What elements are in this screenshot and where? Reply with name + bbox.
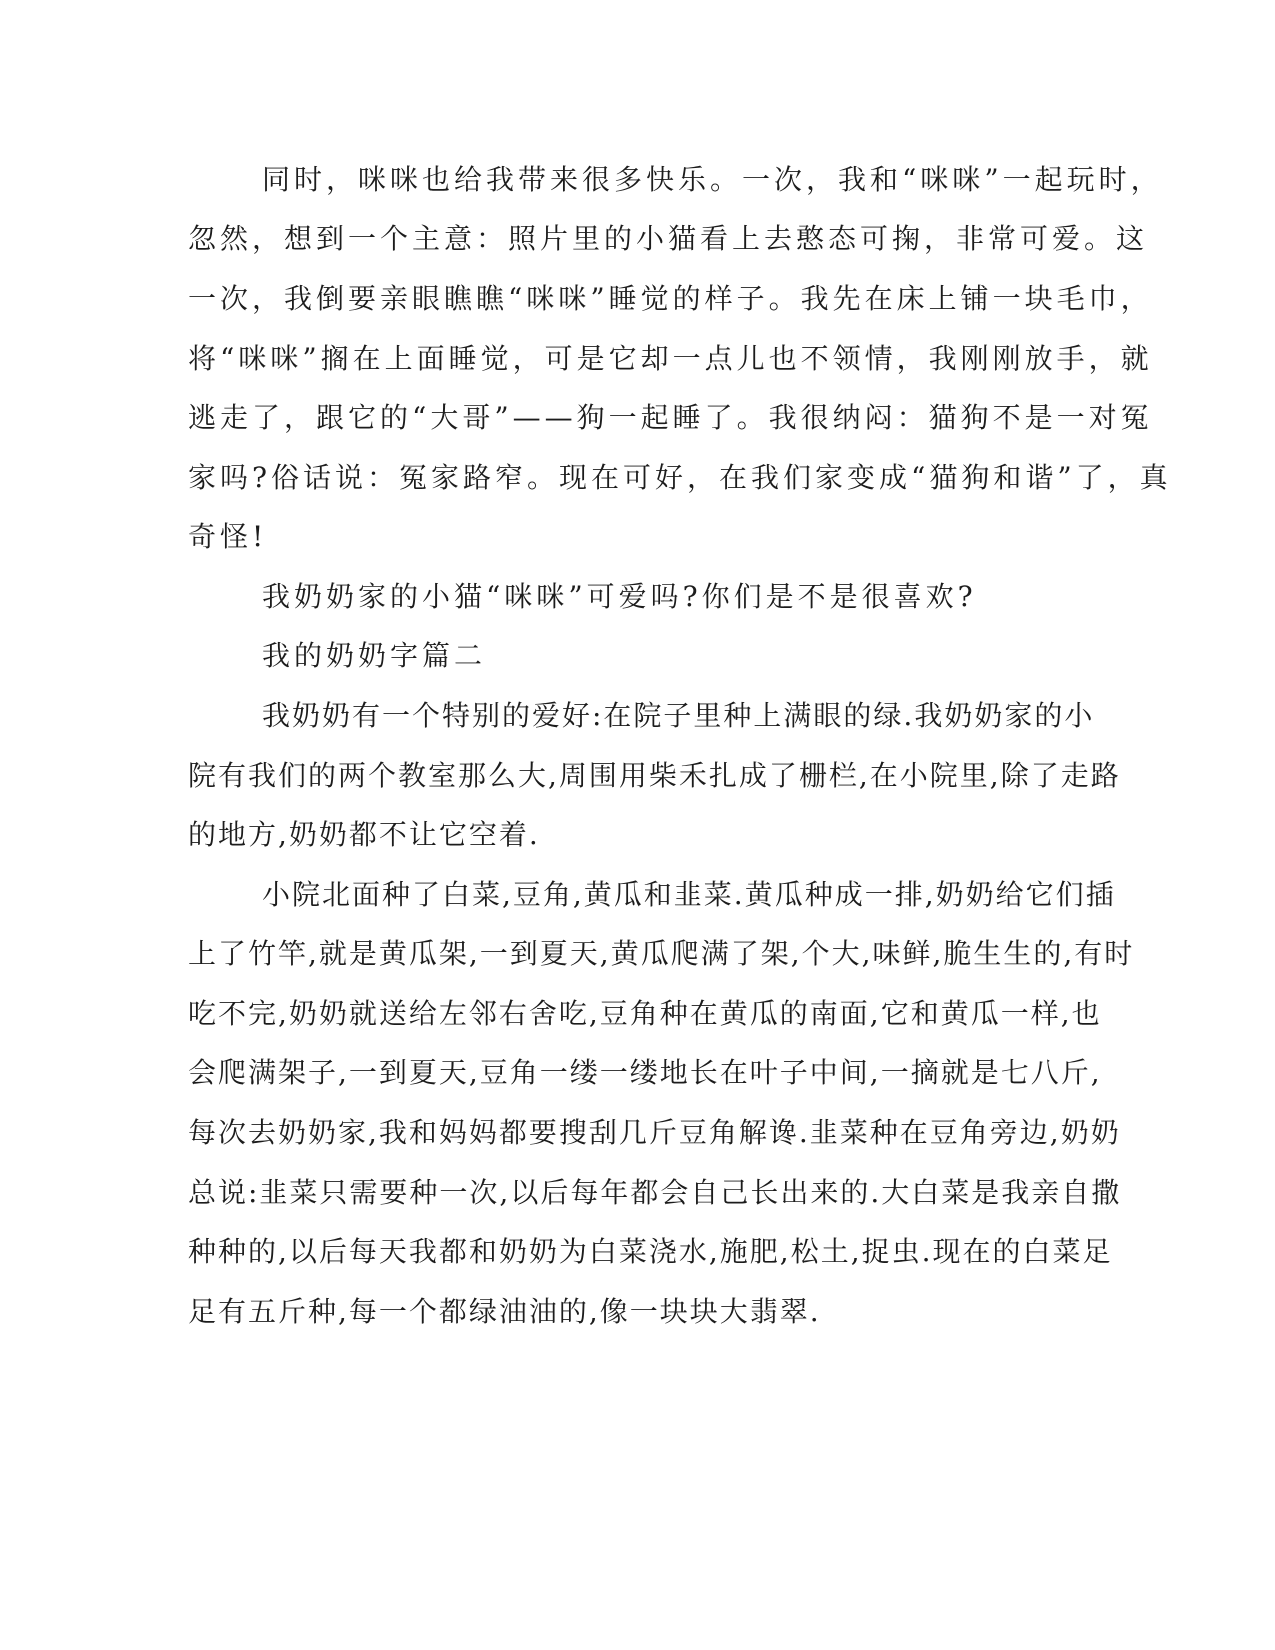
paragraph-1-line-6: 家吗?俗话说：冤家路窄。现在可好，在我们家变成“猫狗和谐”了，真 xyxy=(188,461,1172,494)
paragraph-1-line-4: 将“咪咪”搁在上面睡觉，可是它却一点儿也不领情，我刚刚放手，就 xyxy=(188,342,1153,375)
paragraph-4-line-8: 足有五斤种,每一个都绿油油的,像一块块大翡翠. xyxy=(188,1295,821,1328)
paragraph-3-line-1: 我奶奶有一个特别的爱好:在院子里种上满眼的绿.我奶奶家的小 xyxy=(262,699,1095,732)
paragraph-4-line-5: 每次去奶奶家,我和妈妈都要搜刮几斤豆角解谗.韭菜种在豆角旁边,奶奶 xyxy=(188,1116,1121,1149)
paragraph-4-line-1: 小院北面种了白菜,豆角,黄瓜和韭菜.黄瓜种成一排,奶奶给它们插 xyxy=(262,878,1116,911)
paragraph-3-line-2: 院有我们的两个教室那么大,周围用柴禾扎成了栅栏,在小院里,除了走路 xyxy=(188,759,1121,792)
paragraph-4-line-2: 上了竹竿,就是黄瓜架,一到夏天,黄瓜爬满了架,个大,味鲜,脆生生的,有时 xyxy=(188,937,1135,970)
section-heading: 我的奶奶字篇二 xyxy=(262,639,487,672)
paragraph-3-line-3: 的地方,奶奶都不让它空着. xyxy=(188,818,540,851)
paragraph-4-line-6: 总说:韭菜只需要种一次,以后每年都会自己长出来的.大白菜是我亲自撒 xyxy=(188,1176,1122,1209)
paragraph-1-line-5: 逃走了，跟它的“大哥”——狗一起睡了。我很纳闷：猫狗不是一对冤 xyxy=(188,401,1153,434)
paragraph-1-line-2: 忽然，想到一个主意：照片里的小猫看上去憨态可掬，非常可爱。这 xyxy=(188,222,1149,255)
paragraph-1-line-1: 同时，咪咪也给我带来很多快乐。一次，我和“咪咪”一起玩时， xyxy=(262,163,1163,196)
paragraph-1-line-7: 奇怪! xyxy=(188,520,268,553)
paragraph-1-line-3: 一次，我倒要亲眼瞧瞧“咪咪”睡觉的样子。我先在床上铺一块毛巾， xyxy=(188,282,1153,315)
paragraph-4-line-4: 会爬满架子,一到夏天,豆角一缕一缕地长在叶子中间,一摘就是七八斤, xyxy=(188,1056,1102,1089)
paragraph-2-line-1: 我奶奶家的小猫“咪咪”可爱吗?你们是不是很喜欢? xyxy=(262,580,977,613)
paragraph-4-line-3: 吃不完,奶奶就送给左邻右舍吃,豆角种在黄瓜的南面,它和黄瓜一样,也 xyxy=(188,997,1102,1030)
paragraph-4-line-7: 种种的,以后每天我都和奶奶为白菜浇水,施肥,松土,捉虫.现在的白菜足 xyxy=(188,1235,1113,1268)
